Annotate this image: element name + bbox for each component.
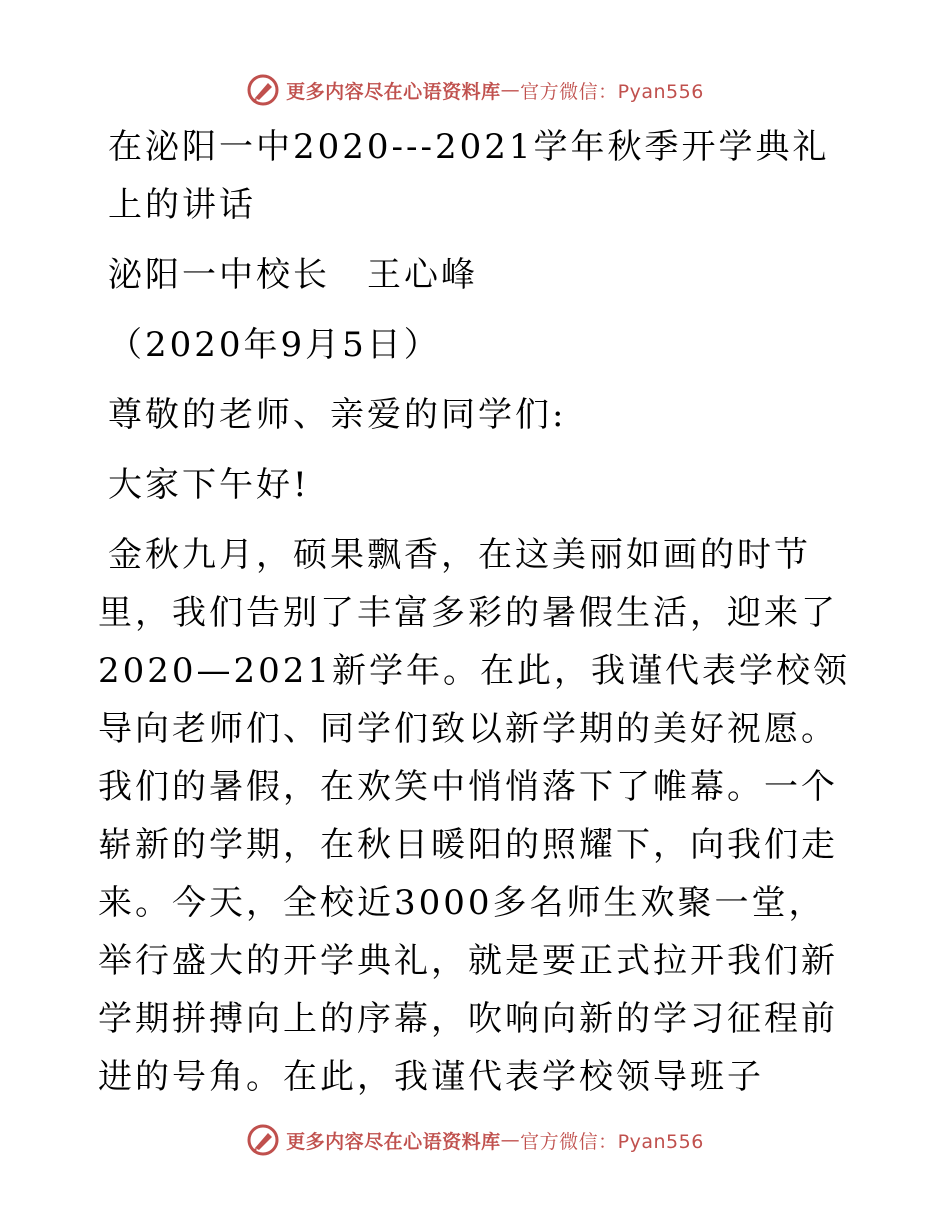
banner-wechat-text: 官方微信：Pyan556 — [520, 1130, 704, 1153]
banner-primary-text: 更多内容尽在心语资料库 — [286, 80, 501, 103]
banner-dash: — — [500, 1129, 521, 1151]
document-greeting: 大家下午好! — [108, 465, 310, 505]
footer-watermark-banner — [0, 1120, 950, 1160]
pen-logo-icon — [246, 1123, 280, 1157]
banner-wechat-text: 官方微信：Pyan556 — [520, 80, 704, 103]
pen-logo-icon — [246, 73, 280, 107]
banner-dash: — — [500, 79, 521, 101]
banner-primary-text: 更多内容尽在心语资料库 — [286, 1130, 501, 1153]
document-author: 泌阳一中校长 王心峰 — [108, 255, 478, 295]
document-salutation: 尊敬的老师、亲爱的同学们: — [108, 395, 567, 435]
document-date: （2020年9月5日） — [108, 325, 441, 365]
document-title: 在泌阳一中2020---2021学年秋季开学典礼上的讲话 — [108, 127, 830, 225]
document-content — [98, 118, 858, 1106]
document-body-paragraph: 金秋九月，硕果飘香，在这美丽如画的时节里，我们告别了丰富多彩的暑假生活，迎来了2020—2021新学年。在此，我谨代表学校领导向老师们、同学们致以新学期的美好祝愿。我们的暑假，在欢笑中悄悄落下了帷幕。一个崭新的学期，在秋日暖阳的照耀下，向我们走来。今天，全校近3000多名师生欢聚一堂，举行盛大的开学典礼，就是要正式拉开我们新学期拼搏向上的序幕，吹响向新的学习征程前进的号角。在此，我谨代表学校领导班子 — [98, 535, 851, 1097]
header-watermark-banner — [0, 70, 950, 110]
